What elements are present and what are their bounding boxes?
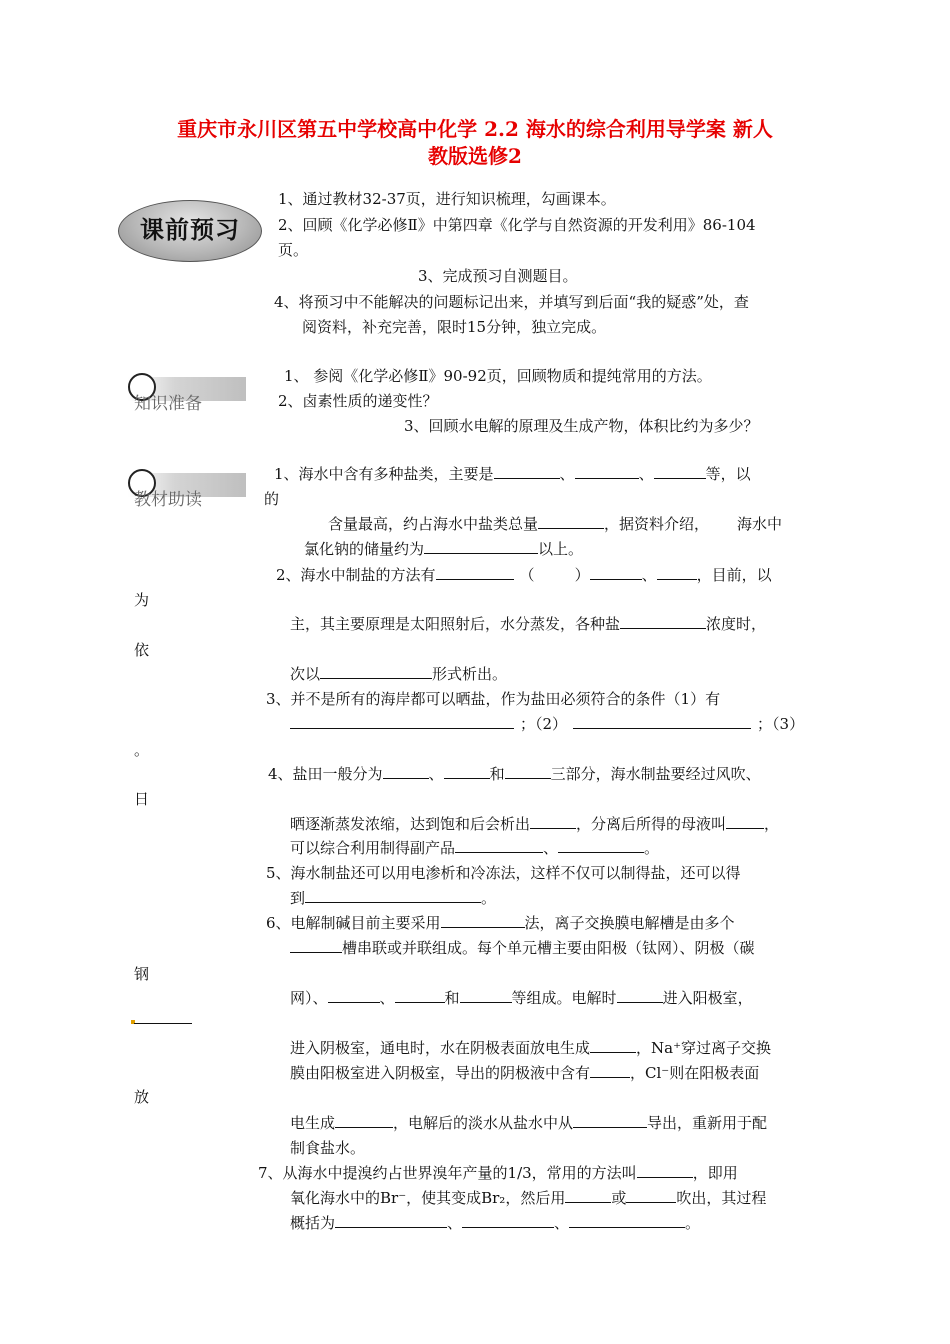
blank (657, 565, 697, 580)
text-fragment: 概括为 (290, 1214, 336, 1232)
blank (530, 814, 576, 829)
text-fragment: 电生成 (290, 1114, 336, 1132)
blank (558, 838, 644, 853)
text-fragment: 主，其主要原理是太阳照射后，水分蒸发，各种盐 (290, 615, 621, 633)
side-fragment: 为 (134, 591, 150, 609)
q2-line-2 (290, 614, 766, 634)
preview-item-1: 1、通过教材32-37页，进行知识梳理，勾画课本。 (278, 190, 616, 208)
q6-line-7: 制食盐水。 (290, 1139, 366, 1157)
text-fragment: 或 (611, 1189, 627, 1207)
text-fragment: ，电解后的淡水从盐水中从 (393, 1114, 574, 1132)
preview-item-4-cont: 阅资料，补充完善，限时15分钟，独立完成。 (302, 318, 607, 336)
text-fragment: 、 (428, 765, 444, 783)
text-fragment: 槽串联或并联组成。每个单元槽主要由阳极（钛网）、阴极（碳 (342, 939, 755, 957)
q6-line-2 (290, 938, 755, 958)
q7-line-2 (290, 1188, 766, 1208)
knowledge-item-2: 2、卤素性质的递变性？ (278, 392, 438, 410)
preview-item-3: 3、完成预习自测题目。 (418, 267, 578, 285)
textbook-badge-label: 教材助读 (134, 490, 202, 510)
text-fragment: 、 (641, 566, 657, 584)
blank (538, 514, 604, 529)
text-fragment: 。 (685, 1214, 701, 1232)
text-fragment: 网）、 (290, 989, 328, 1007)
text-fragment: 进入阳极室， (662, 989, 753, 1007)
text-fragment: 浓度时， (706, 615, 767, 633)
text-fragment: （ (519, 566, 535, 584)
text-fragment: 含量最高，约占海水中盐类总量 (328, 515, 539, 533)
q4-line-2 (290, 814, 779, 834)
preview-item-2-cont: 页。 (278, 241, 309, 259)
text-fragment: 以上。 (538, 540, 584, 558)
blank (444, 764, 490, 779)
q5-line-2 (290, 888, 496, 908)
text-fragment: 晒逐渐蒸发浓缩，达到饱和后会析出 (290, 815, 531, 833)
text-fragment: 法，离子交换膜电解槽是由多个 (524, 914, 735, 932)
blank (290, 938, 342, 953)
text-fragment: 。 (481, 889, 497, 907)
text-fragment: 1、海水中含有多种盐类，主要是 (274, 465, 494, 483)
side-fragment: 放 (134, 1088, 150, 1106)
q6-line-5 (290, 1063, 759, 1083)
q1-line-3 (304, 539, 583, 559)
blank (573, 714, 751, 729)
blank (494, 464, 560, 479)
q2-line-1 (276, 565, 772, 585)
blank (335, 1113, 393, 1128)
blank (590, 565, 642, 580)
text-fragment: 氧化海水中的Br⁻，使其变成Br₂，然后用 (290, 1189, 566, 1207)
q1-line-1-wrap: 的 (264, 490, 280, 508)
blank (726, 814, 764, 829)
text-fragment: ，即用 (692, 1164, 738, 1182)
text-fragment: ） (574, 566, 590, 584)
q2-line-3 (290, 664, 507, 684)
blank (424, 539, 538, 554)
blank (335, 1213, 447, 1228)
text-fragment: 进入阴极室，通电时，水在阴极表面放电生成 (290, 1039, 591, 1057)
blank (590, 1063, 630, 1078)
text-fragment: ，目前，以 (696, 566, 772, 584)
q7-line-1 (258, 1163, 738, 1183)
blank (462, 1213, 554, 1228)
text-fragment: 可以综合利用制得副产品 (290, 839, 456, 857)
side-fragment: 。 (134, 741, 150, 759)
preview-item-2: 2、回顾《化学必修Ⅱ》中第四章《化学与自然资源的开发利用》86-104 (278, 216, 756, 234)
knowledge-badge-label: 知识准备 (134, 394, 202, 414)
blank (383, 764, 429, 779)
text-fragment: 到 (290, 889, 306, 907)
q6-line-4 (290, 1038, 771, 1058)
text-fragment: 导出，重新用于配 (647, 1114, 768, 1132)
text-fragment: ， (764, 815, 780, 833)
text-fragment: 、 (447, 1214, 463, 1232)
blank (654, 464, 706, 479)
text-fragment: 、 (543, 839, 559, 857)
side-fragment: 钢 (134, 965, 150, 983)
page-title-line2: 教版选修2 (428, 144, 522, 168)
text-fragment: ；（3） (757, 715, 805, 733)
blank (436, 565, 514, 580)
blank (290, 714, 514, 729)
q4-line-3 (290, 838, 659, 858)
text-fragment: ，分离后所得的母液叫 (576, 815, 727, 833)
text-fragment: ，Na⁺穿过离子交换 (636, 1039, 772, 1057)
blank (455, 838, 543, 853)
text-fragment: 次以 (290, 665, 321, 683)
blank (505, 764, 551, 779)
q1-line-1 (274, 464, 751, 484)
text-fragment: 和 (444, 989, 460, 1007)
text-fragment: 、 (554, 1214, 570, 1232)
text-fragment: 等，以 (705, 465, 751, 483)
blank (637, 1163, 693, 1178)
q6-line-1 (266, 913, 735, 933)
q6-line-6 (290, 1113, 767, 1133)
preview-item-4: 4、将预习中不能解决的问题标记出来，并填写到后面“我的疑惑”处，查 (274, 293, 749, 311)
text-fragment: 氯化钠的储量约为 (304, 540, 425, 558)
text-fragment: 、 (379, 989, 395, 1007)
text-fragment: 等组成。电解时 (511, 989, 617, 1007)
text-fragment: 7、从海水中提溴约占世界溴年产量的1/3，常用的方法叫 (258, 1164, 637, 1182)
text-fragment: 。 (644, 839, 660, 857)
q6-line-3 (290, 988, 753, 1008)
q5-line-1: 5、海水制盐还可以用电渗析和冷冻法，这样不仅可以制得盐，还可以得 (266, 864, 741, 882)
preview-badge-label: 课前预习 (140, 215, 240, 244)
knowledge-item-1: 1、 参阅《化学必修Ⅱ》90-92页，回顾物质和提纯常用的方法。 (284, 367, 712, 385)
blank (569, 1213, 685, 1228)
text-fragment: 形式析出。 (432, 665, 508, 683)
blank (565, 1188, 611, 1203)
text-fragment: 膜由阳极室进入阴极室，导出的阴极液中含有 (290, 1064, 591, 1082)
blank (395, 988, 445, 1003)
side-fragment: 日 (134, 790, 150, 808)
knowledge-item-3: 3、回顾水电解的原理及生成产物，体积比约为多少？ (404, 417, 759, 435)
blank (575, 464, 639, 479)
preview-badge (118, 200, 262, 262)
text-fragment: 和 (489, 765, 505, 783)
blank (305, 888, 481, 903)
side-fragment: 依 (134, 641, 150, 659)
text-fragment: 海水中 (737, 515, 783, 533)
text-fragment: 三部分，海水制盐要经过风吹、 (550, 765, 761, 783)
text-fragment: 4、盐田一般分为 (268, 765, 383, 783)
text-fragment: ，据资料介绍， (604, 515, 710, 533)
blank (617, 988, 663, 1003)
blank (626, 1188, 676, 1203)
blank (573, 1113, 647, 1128)
blank (441, 913, 525, 928)
text-fragment: ；（2） (520, 715, 568, 733)
blank (134, 1009, 192, 1024)
q7-line-3 (290, 1213, 700, 1233)
blank (328, 988, 380, 1003)
blank (620, 614, 706, 629)
blank (590, 1038, 636, 1053)
q3-line-1: 3、并不是所有的海岸都可以晒盐，作为盐田必须符合的条件（1）有 (266, 690, 721, 708)
q1-line-2 (328, 514, 782, 534)
blank (320, 664, 432, 679)
page-title: 重庆市永川区第五中学校高中化学 2.2 海水的综合利用导学案 新人 (177, 117, 773, 141)
text-fragment: 6、电解制碱目前主要采用 (266, 914, 441, 932)
q3-line-2 (290, 714, 804, 734)
blank (460, 988, 512, 1003)
text-fragment: 、 (559, 465, 575, 483)
text-fragment: 吹出，其过程 (676, 1189, 767, 1207)
text-fragment: 、 (638, 465, 654, 483)
q4-line-1 (268, 764, 761, 784)
text-fragment: ，Cl⁻则在阳极表面 (630, 1064, 760, 1082)
text-fragment: 2、海水中制盐的方法有 (276, 566, 436, 584)
